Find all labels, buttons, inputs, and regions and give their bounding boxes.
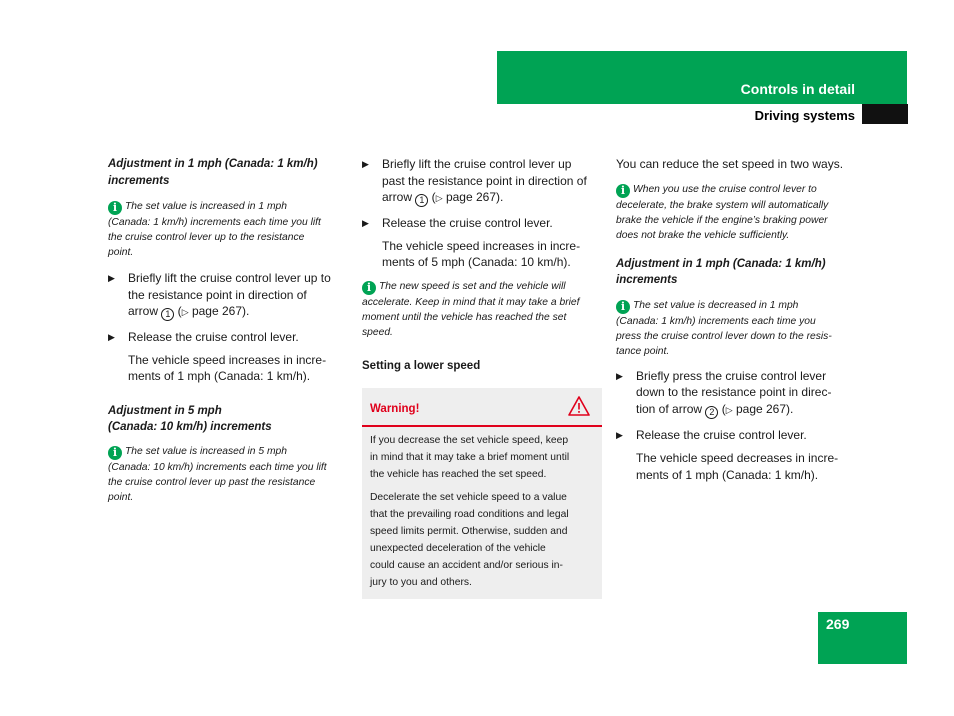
instruction-step: ▶ Briefly lift the cruise control lever up past the resistance point in direction of arrow 1 (▷ page 267).	[362, 157, 587, 205]
instruction-step: ▶ Release the cruise control lever.	[616, 427, 807, 442]
subsection-title: Driving systems	[754, 108, 855, 123]
instruction-step: ▶ Briefly lift the cruise control lever up to the resistance point in direction of arrow 1 (▷ page 267).	[108, 271, 331, 319]
warning-body	[362, 427, 602, 599]
warning-header	[362, 388, 602, 427]
info-icon: i	[108, 201, 122, 215]
paragraph: The vehicle speed increases in incre- ments of 1 mph (Canada: 1 km/h).	[128, 352, 327, 383]
info-icon: i	[616, 300, 630, 314]
warning-title: Warning!	[370, 403, 420, 415]
page-reference-triangle-icon: ▷	[725, 404, 733, 415]
warning-paragraph: Decelerate the set vehicle speed to a value that the prevailing road conditions and legal speed limits permit. Otherwise, sudden and unexpected deceleration of the vehicle could cause an accident and/or serious in- jury to you and others.	[370, 492, 569, 588]
column-1	[108, 156, 346, 505]
warning-paragraph: If you decrease the set vehicle speed, keep in mind that it may take a brief moment until the vehicle has reached the set speed.	[370, 435, 570, 480]
heading-5mph: Adjustment in 5 mph (Canada: 10 km/h) increments	[108, 404, 272, 433]
page-reference-triangle-icon: ▷	[435, 193, 443, 203]
bullet-arrow-icon: ▶	[616, 370, 623, 381]
page-number: 269	[826, 616, 850, 632]
page-number-box	[818, 612, 907, 664]
header-tab-marker	[862, 104, 908, 124]
instruction-step: ▶ Release the cruise control lever.	[108, 330, 299, 344]
bullet-arrow-icon: ▶	[108, 332, 115, 342]
info-icon: i	[616, 184, 630, 198]
instruction-step: ▶ Briefly press the cruise control lever down to the resistance point in direc- tion of arrow 2 (▷ page 267).	[616, 368, 832, 417]
heading-1mph-decrease: Adjustment in 1 mph (Canada: 1 km/h) increments	[616, 257, 826, 286]
section-title: Controls in detail	[740, 81, 855, 97]
column-3	[616, 156, 854, 483]
warning-box	[362, 388, 602, 599]
info-note: i The new speed is set and the vehicle will accelerate. Keep in mind that it may take a brief moment until the vehicle has reached the set speed.	[362, 280, 580, 338]
column-2	[362, 156, 600, 599]
arrow-2-marker: 2	[705, 406, 718, 419]
bullet-arrow-icon: ▶	[362, 159, 369, 169]
paragraph: You can reduce the set speed in two ways.	[616, 157, 844, 171]
bullet-arrow-icon: ▶	[616, 429, 623, 440]
instruction-step: ▶ Release the cruise control lever.	[362, 216, 553, 230]
info-icon: i	[362, 281, 376, 295]
warning-triangle-icon	[568, 396, 590, 421]
page-reference-triangle-icon: ▷	[181, 307, 189, 317]
arrow-1-marker: 1	[161, 308, 174, 321]
paragraph: The vehicle speed decreases in incre- ments of 1 mph (Canada: 1 km/h).	[636, 451, 839, 482]
info-note: i The set value is increased in 5 mph (Canada: 10 km/h) increments each time you lift the cruise control lever up past the resistance point.	[108, 445, 327, 503]
paragraph: The vehicle speed increases in incre- ments of 5 mph (Canada: 10 km/h).	[382, 238, 581, 269]
bullet-arrow-icon: ▶	[362, 218, 369, 228]
arrow-1-marker: 1	[415, 194, 428, 207]
info-note: i The set value is decreased in 1 mph (Canada: 1 km/h) increments each time you press the cruise control lever down to the resis- tance point.	[616, 299, 832, 357]
info-icon: i	[108, 446, 122, 460]
info-note: i When you use the cruise control lever to decelerate, the brake system will automatically brake the vehicle if the engine’s braking power does not brake the vehicle sufficiently.	[616, 183, 829, 241]
bullet-arrow-icon: ▶	[108, 273, 115, 283]
heading-1mph: Adjustment in 1 mph (Canada: 1 km/h) increments	[108, 158, 318, 187]
info-note: i The set value is increased in 1 mph (Canada: 1 km/h) increments each time you lift the cruise control lever up to the resistance point.	[108, 201, 321, 258]
heading-lower-speed: Setting a lower speed	[362, 359, 481, 372]
